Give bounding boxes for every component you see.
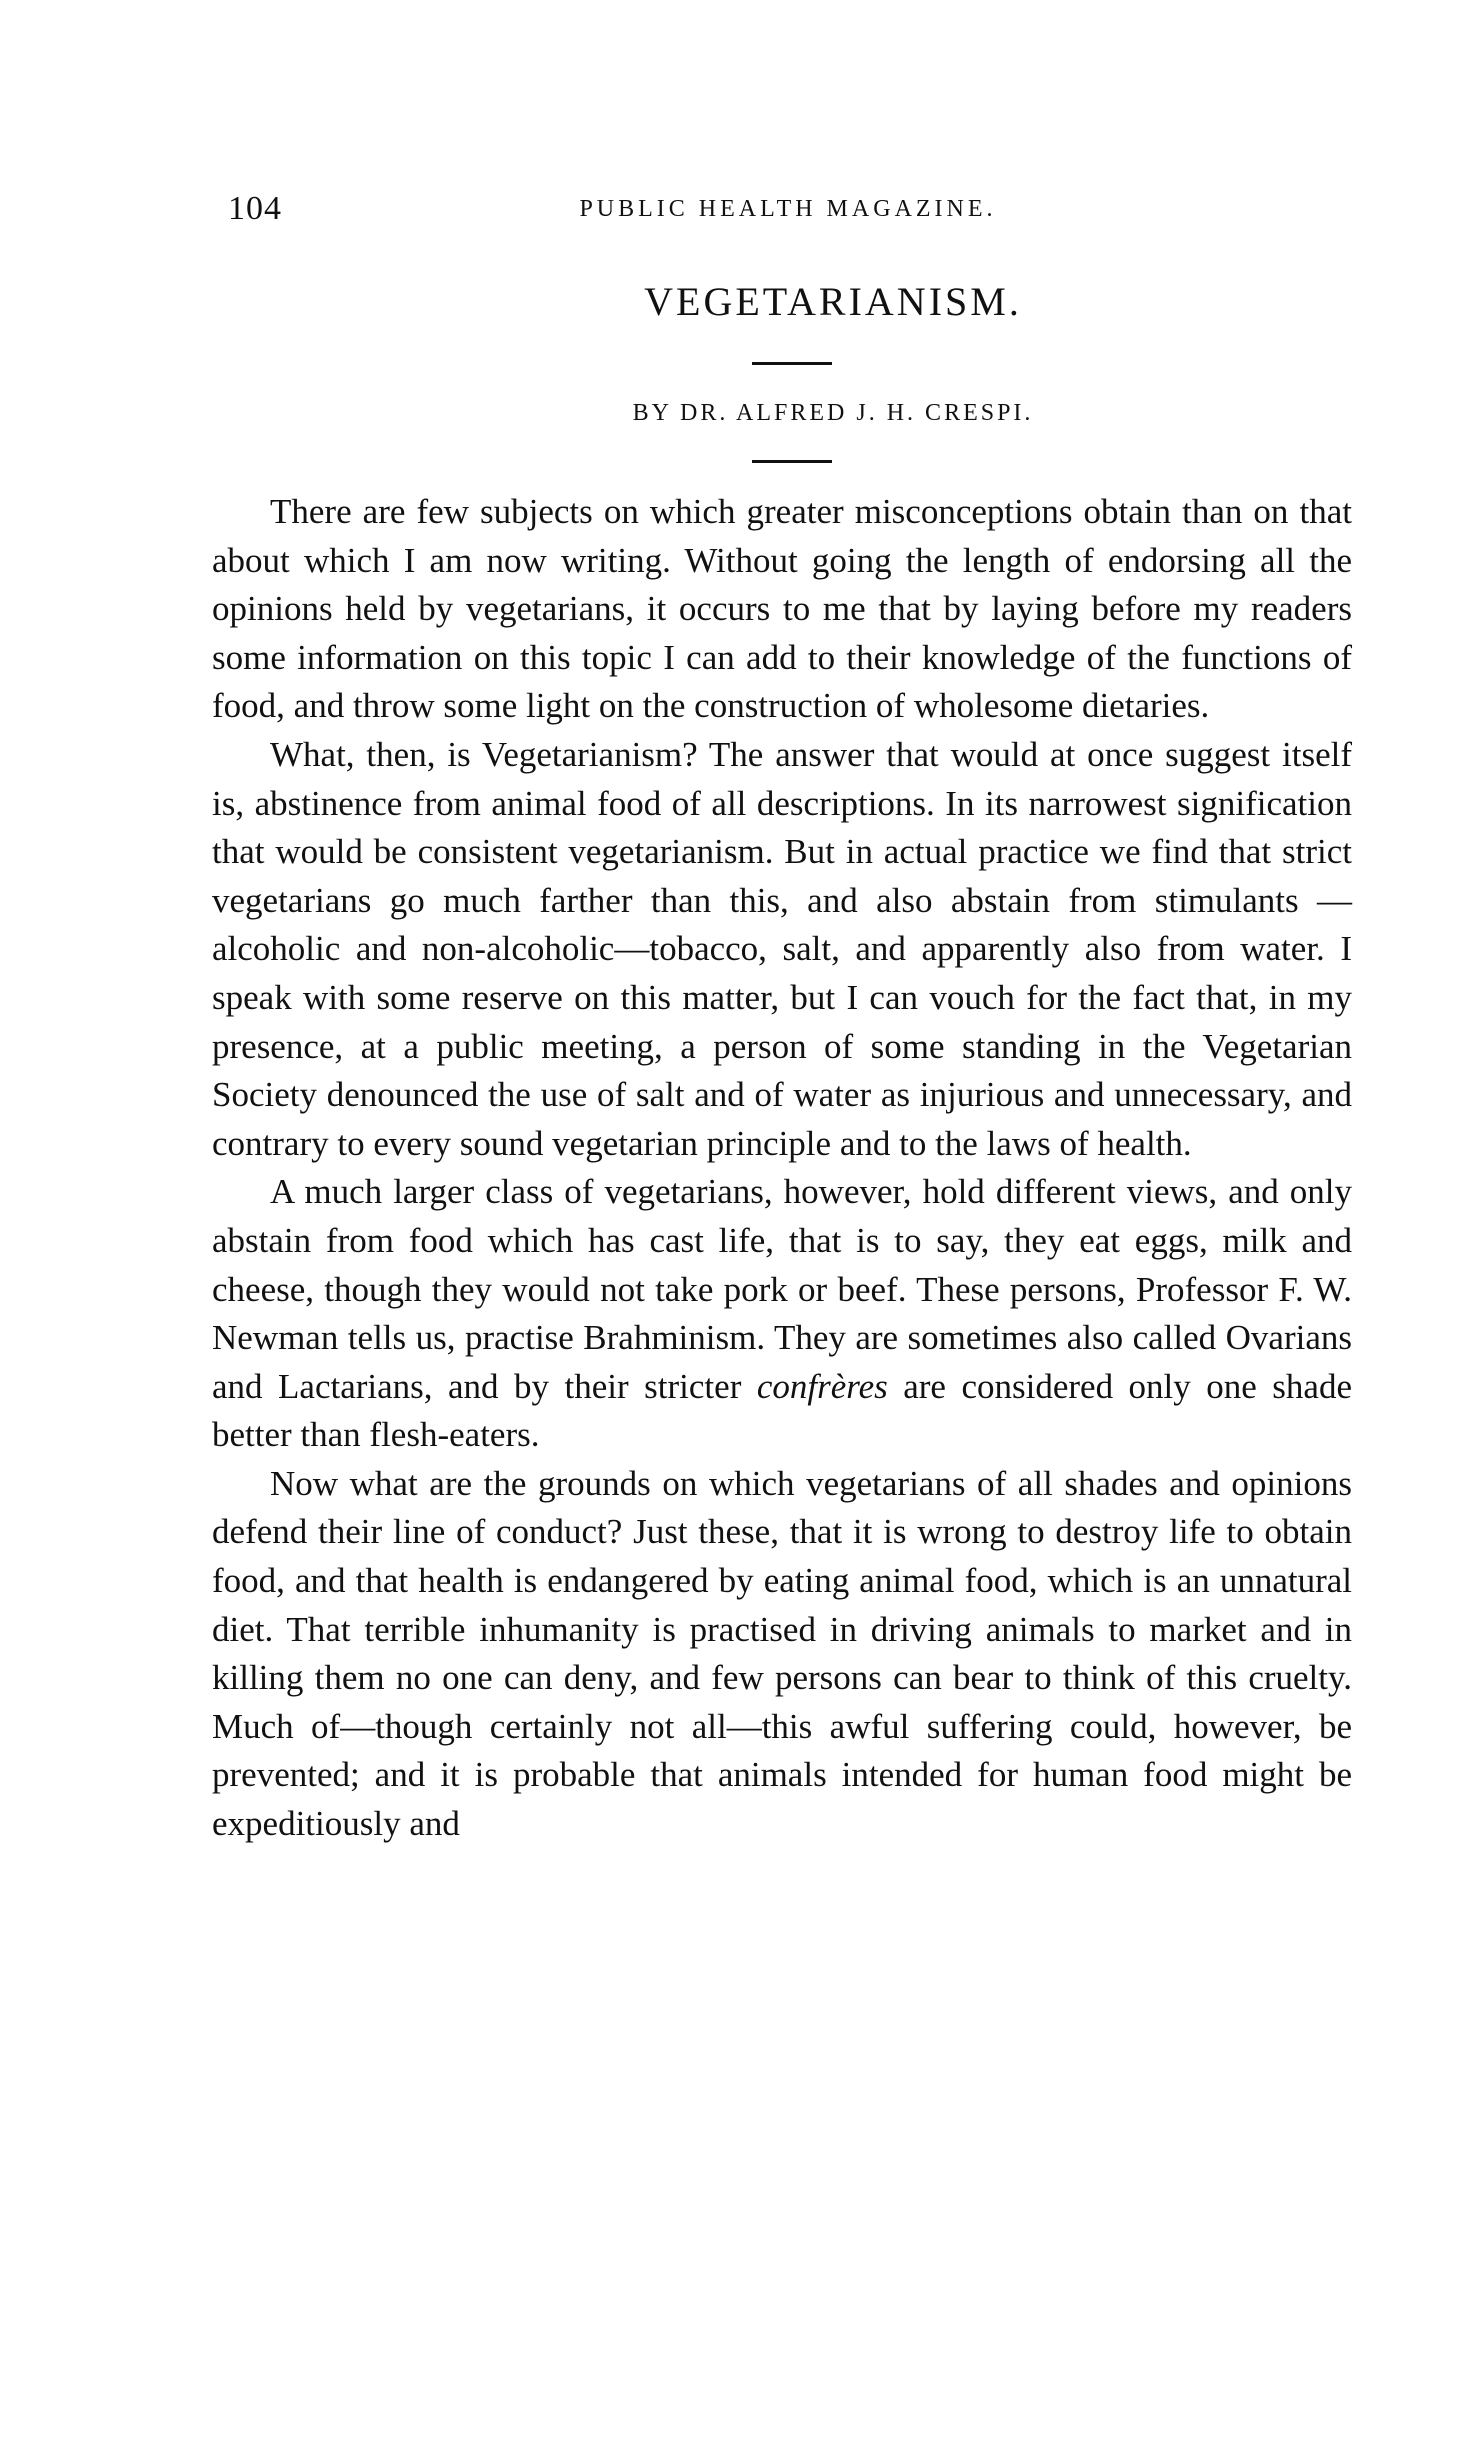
author-byline: BY DR. ALFRED J. H. CRESPI. (632, 400, 1034, 426)
paragraph-3-text-after: are considered only one shade better than flesh-eaters. (212, 1366, 1352, 1455)
paragraph-3 (212, 1168, 1352, 1460)
paragraph-2: What, then, is Vegetarianism? The answer that would at once suggest itself is, abstinence from animal food of all descriptions. In its narrowest signification that would be consistent vegetarianism. But in actual practice we find that strict vegetarians go much farther than this, and also abstain from stimulants —alcoholic and non-alcoholic—tobacco, salt, and apparently also from water. I speak with some reserve on this matter, but I can vouch for the fact that, in my presence, at a public meeting, a person of some standing in the Vegetarian Society denounced the use of salt and of water as injurious and unnecessary, and contrary to every sound vegetarian principle and to the laws of health. (212, 734, 1352, 1163)
paragraph-4: Now what are the grounds on which vegetarians of all shades and opinions defend their line of conduct? Just these, that it is wrong to destroy life to obtain food, and that health is endangered by eating animal food, which is an unnatural diet. That terrible inhumanity is practised in driving animals to market and in killing them no one can deny, and few persons can bear to think of this cruelty. Much of—though certainly not all—this awful suffering could, however, be prevented; and it is probable that animals intended for human food might be expeditiously and (212, 1463, 1352, 1844)
running-head (228, 190, 1348, 230)
article-body (212, 488, 1352, 1849)
byline-divider (752, 460, 832, 463)
paragraph-1: There are few subjects on which greater misconceptions obtain than on that about which I am now writing. Without going the length of endorsing all the opinions held by vegetarians, it occurs to me that by laying before my readers some information on this topic I can add to their knowledge of the functions of food, and throw some light on the construction of wholesome dietaries. (212, 492, 1352, 726)
article-title: VEGETARIANISM. (644, 279, 1022, 324)
italic-term: confrères (756, 1366, 888, 1406)
journal-title: PUBLIC HEALTH MAGAZINE. (579, 196, 997, 222)
page-number: 104 (228, 190, 282, 227)
paragraph-3-text-before: A much larger class of vegetarians, however, hold different views, and only abstain from food which has cast life, that is to say, they eat eggs, milk and cheese, though they would not take pork or beef. These persons, Professor F. W. Newman tells us, practise Brahminism. They are sometimes also called Ovarians and Lactarians, and by their stricter (212, 1172, 1352, 1406)
title-divider (752, 362, 832, 365)
